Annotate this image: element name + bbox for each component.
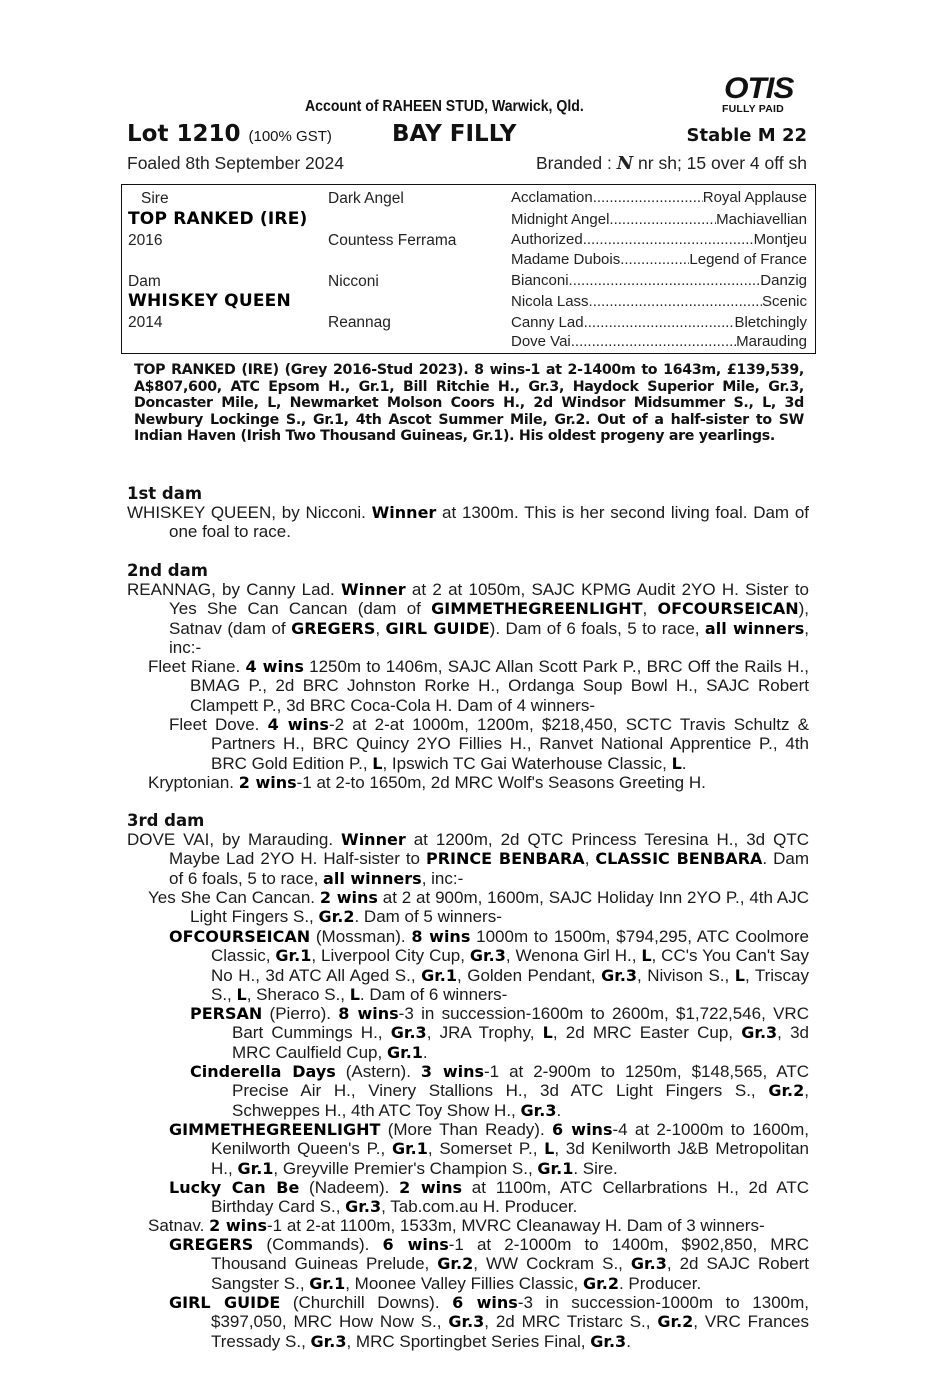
emphasis-text: Winner bbox=[341, 580, 406, 599]
record-text: 1000m to 1500m, $794,295, ATC Coolmore Classic, bbox=[211, 927, 809, 966]
progeny-record bbox=[190, 1004, 809, 1062]
record-text: (Churchill Downs). bbox=[280, 1293, 453, 1312]
dam-record bbox=[127, 580, 809, 658]
record-text: . Dam of 6 winners- bbox=[359, 985, 508, 1005]
dam-record bbox=[127, 830, 810, 888]
emphasis-text: Winner bbox=[371, 503, 437, 522]
record-text: -1 at 2-at 1100m, 1533m, MVRC Cleanaway H. Dam of 3 winners- bbox=[267, 1216, 765, 1235]
emphasis-text: GIMMETHEGREENLIGHT bbox=[169, 1120, 381, 1139]
emphasis-text: L bbox=[542, 1023, 553, 1043]
record-text: -4 at 2-1000m to 1600m, Kenilworth Queen's P., bbox=[211, 1120, 809, 1159]
record-text: (Commands). bbox=[253, 1235, 383, 1254]
emphasis-text: L bbox=[641, 946, 652, 966]
emphasis-text: Gr.3 bbox=[469, 946, 506, 966]
progeny-record bbox=[169, 715, 809, 773]
record-text: , 3d MRC Caulfield Cup, bbox=[232, 1023, 809, 1062]
progeny-record bbox=[169, 1120, 809, 1178]
emphasis-text: 8 wins bbox=[411, 927, 471, 946]
record-text: -1 at 2-900m to 1250m, $148,565, ATC Precise Air H., Vinery Stallions H., 3d ATC Light Fingers S., bbox=[232, 1062, 809, 1101]
record-text: DOVE VAI, by Marauding. bbox=[127, 830, 342, 849]
leader-dots bbox=[571, 332, 736, 352]
dam-record bbox=[127, 503, 809, 542]
record-text: , Greyville Premier's Champion S., bbox=[273, 1158, 538, 1178]
record-text: (More Than Ready). bbox=[380, 1120, 552, 1139]
record-text: , bbox=[642, 599, 658, 619]
emphasis-text: Winner bbox=[341, 830, 406, 849]
emphasis-text: GIRL GUIDE bbox=[385, 618, 490, 638]
progeny-record bbox=[148, 888, 809, 927]
emphasis-text: all winners bbox=[704, 618, 805, 638]
dam-label: Dam bbox=[128, 273, 161, 290]
vendor-account: Account of RAHEEN STUD, Warwick, Qld. bbox=[305, 98, 584, 115]
dam-year: 2014 bbox=[128, 314, 163, 331]
sire-summary: TOP RANKED (IRE) (Grey 2016-Stud 2023). 8 wins-1 at 2-1400m to 1643m, £139,539, A$807,600, ATC Epsom H., Gr.1, Bill Ritchie H., Gr.3, Haydock Superior Mile, Gr.3, Doncaster Mile, L, Newmarket Molson Coors H., 2d Windsor Midsummer S., L, 3d Newbury Lockinge S., Gr.1, 4th Ascot Summer Mile, Gr.2. Out of a half-sister to SW Indian Haven (Irish Two Thousand Guineas, Gr.1). His oldest progeny are yearlings. bbox=[134, 362, 804, 445]
record-text: 1250m to 1406m, SAJC Allan Scott Park P., BRC Off the Rails H., BMAG P., 2d BRC Johnston Rorke H., Ordanga Soup Bowl H., SAJC Robert Clampett P., 3d BRC Coca-Cola H. Dam of 4 winners- bbox=[190, 657, 809, 715]
grandparent-sire: Royal Applause bbox=[702, 189, 807, 206]
record-text: Fleet Riane. bbox=[148, 657, 246, 676]
record-text: at 2 at 900m, 1600m, SAJC Holiday Inn 2YO P., 4th AJC Light Fingers S., bbox=[190, 888, 809, 927]
record-text: Fleet Dove. bbox=[169, 715, 268, 734]
otis-logo bbox=[720, 74, 806, 118]
emphasis-text: 2 wins bbox=[209, 1216, 268, 1235]
sire-name: TOP RANKED (IRE) bbox=[128, 209, 308, 229]
record-text: , VRC Frances Tressady S., bbox=[211, 1312, 809, 1351]
grandparent-row bbox=[511, 271, 807, 291]
emphasis-text: Gr.3 bbox=[448, 1312, 485, 1332]
emphasis-text: Gr.3 bbox=[630, 1254, 667, 1274]
record-text: WHISKEY QUEEN, by Nicconi. bbox=[127, 503, 372, 522]
emphasis-text: 3 wins bbox=[420, 1062, 484, 1081]
record-text: -3 in succession-1600m to 2600m, $1,722,546, VRC Bart Cummings H., bbox=[232, 1004, 809, 1043]
record-text: Kryptonian. bbox=[148, 773, 239, 792]
sire-year: 2016 bbox=[128, 232, 163, 249]
grandparent-row bbox=[511, 313, 807, 333]
grandparent-name: Bianconi bbox=[511, 272, 569, 289]
grandparent-sire: Montjeu bbox=[753, 231, 807, 248]
progeny-record bbox=[169, 1293, 810, 1351]
emphasis-text: Cinderella Days bbox=[190, 1062, 336, 1081]
record-text: , Golden Pendant, bbox=[457, 965, 602, 985]
emphasis-text: Gr.3 bbox=[520, 1100, 557, 1120]
lot-label: Lot 1210 bbox=[127, 121, 241, 147]
dam-name: WHISKEY QUEEN bbox=[128, 291, 291, 311]
emphasis-text: OFCOURSEICAN bbox=[169, 927, 311, 946]
record-text: , WW Cockram S., bbox=[473, 1254, 631, 1274]
emphasis-text: Gr.1 bbox=[537, 1158, 574, 1178]
record-text: ). Dam of 6 foals, 5 to race, bbox=[489, 618, 705, 638]
emphasis-text: Gr.3 bbox=[741, 1023, 778, 1043]
record-text: REANNAG, by Canny Lad. bbox=[127, 580, 342, 599]
record-text: (Nadeem). bbox=[299, 1178, 400, 1197]
record-text: (Pierro). bbox=[262, 1004, 339, 1023]
emphasis-text: GREGERS bbox=[169, 1235, 254, 1254]
emphasis-text: 6 wins bbox=[452, 1293, 518, 1312]
record-text: . bbox=[556, 1100, 562, 1120]
record-text: , Somerset P., bbox=[427, 1139, 545, 1159]
leader-dots bbox=[583, 230, 754, 250]
record-text: -1 at 2-1000m to 1400m, $902,850, MRC Thousand Guineas Prelude, bbox=[211, 1235, 809, 1274]
record-text: , Wenona Girl H., bbox=[505, 946, 642, 966]
record-text: . bbox=[626, 1331, 631, 1351]
record-text: , Tab.com.au H. Producer. bbox=[381, 1197, 578, 1217]
record-text: , Ipswich TC Gai Waterhouse Classic, bbox=[382, 753, 672, 773]
emphasis-text: L bbox=[671, 753, 682, 773]
horse-description: BAY FILLY bbox=[392, 121, 517, 147]
record-text: , MRC Sportingbet Series Final, bbox=[346, 1331, 591, 1351]
record-text: . Producer. bbox=[618, 1273, 702, 1293]
record-text: , JRA Trophy, bbox=[426, 1023, 543, 1043]
emphasis-text: Gr.2 bbox=[657, 1312, 694, 1332]
emphasis-text: Gr.3 bbox=[390, 1023, 427, 1043]
emphasis-text: Gr.2 bbox=[768, 1081, 805, 1101]
emphasis-text: CLASSIC BENBARA bbox=[595, 849, 763, 869]
emphasis-text: 4 wins bbox=[245, 657, 304, 676]
record-text: , 3d Kenilworth J&B Metropolitan H., bbox=[211, 1139, 809, 1178]
record-text: at 1100m, ATC Cellarbrations H., 2d ATC Birthday Card S., bbox=[211, 1178, 810, 1217]
emphasis-text: Gr.2 bbox=[318, 907, 355, 927]
emphasis-text: Gr.2 bbox=[437, 1254, 474, 1274]
leader-dots bbox=[609, 210, 716, 230]
foaled-date: Foaled 8th September 2024 bbox=[127, 153, 344, 173]
record-text: (Astern). bbox=[335, 1062, 421, 1081]
record-text: , Liverpool City Cup, bbox=[311, 946, 470, 966]
emphasis-text: Gr.3 bbox=[345, 1197, 382, 1217]
grandparent-sire: Marauding bbox=[736, 333, 807, 350]
record-text: , CC's You Can't Say No H., 3d ATC All Aged S., bbox=[211, 946, 810, 985]
progeny-record bbox=[169, 1178, 810, 1217]
branded-prefix: Branded : bbox=[535, 153, 617, 173]
record-text: , Sheraco S., bbox=[246, 985, 350, 1005]
emphasis-text: 4 wins bbox=[267, 715, 329, 734]
record-text: (Mossman). bbox=[310, 927, 412, 946]
emphasis-text: 2 wins bbox=[238, 773, 297, 792]
grandparent-name: Madame Dubois bbox=[511, 251, 621, 268]
grandparent-name: Dove Vai bbox=[511, 333, 571, 350]
sire-label: Sire bbox=[141, 190, 169, 207]
progeny-record bbox=[169, 1235, 810, 1293]
emphasis-text: L bbox=[236, 985, 247, 1005]
dam-sire: Nicconi bbox=[328, 273, 379, 290]
branded-suffix: nr sh; 15 over 4 off sh bbox=[633, 153, 807, 173]
leader-dots bbox=[620, 250, 689, 270]
brand-mark-icon: N bbox=[616, 153, 634, 174]
section-title: 3rd dam bbox=[127, 811, 205, 830]
record-text: , Schweppes H., 4th ATC Toy Show H., bbox=[232, 1081, 809, 1120]
emphasis-text: Gr.3 bbox=[601, 965, 638, 985]
emphasis-text: 2 wins bbox=[399, 1178, 463, 1197]
emphasis-text: OFCOURSEICAN bbox=[657, 599, 799, 619]
emphasis-text: 2 wins bbox=[319, 888, 378, 907]
record-text: , bbox=[584, 849, 596, 869]
record-text: , 2d MRC Easter Cup, bbox=[552, 1023, 742, 1043]
record-text: , inc:- bbox=[169, 618, 809, 658]
emphasis-text: Gr.1 bbox=[386, 1042, 423, 1062]
record-text: -2 at 2-at 1000m, 1200m, $218,450, SCTC Travis Schultz & Partners H., BRC Quincy 2YO Fillies H., Ranvet National Apprentice P., 4th BRC Gold Edition P., bbox=[211, 715, 809, 773]
brand-description bbox=[536, 152, 807, 175]
emphasis-text: Gr.1 bbox=[421, 965, 458, 985]
record-text: . bbox=[681, 753, 687, 773]
record-text: . bbox=[422, 1042, 428, 1062]
grandparent-row bbox=[511, 230, 807, 250]
leader-dots bbox=[589, 292, 762, 312]
emphasis-text: L bbox=[349, 985, 360, 1005]
record-text: , Triscay S., bbox=[211, 965, 809, 1005]
emphasis-text: Gr.1 bbox=[237, 1158, 274, 1178]
grandparent-row bbox=[511, 332, 807, 352]
grandparent-name: Midnight Angel bbox=[511, 211, 610, 228]
sire-dam: Countess Ferrama bbox=[328, 232, 457, 249]
record-text: -1 at 2-to 1650m, 2d MRC Wolf's Seasons Greeting H. bbox=[296, 773, 706, 792]
sire-sire: Dark Angel bbox=[328, 190, 404, 207]
emphasis-text: PERSAN bbox=[190, 1004, 263, 1023]
emphasis-text: Lucky Can Be bbox=[169, 1178, 300, 1197]
record-text: , Moonee Valley Fillies Classic, bbox=[345, 1273, 584, 1293]
grandparent-row bbox=[511, 210, 807, 230]
grandparent-row bbox=[511, 250, 807, 270]
grandparent-sire: Machiavellian bbox=[716, 211, 807, 228]
grandparent-row bbox=[511, 188, 807, 208]
grandparent-name: Acclamation bbox=[511, 189, 593, 206]
grandparent-sire: Legend of France bbox=[689, 251, 807, 268]
grandparent-sire: Scenic bbox=[761, 293, 807, 310]
lot-number bbox=[127, 120, 332, 151]
emphasis-text: Gr.1 bbox=[391, 1139, 428, 1159]
record-text: -3 in succession-1000m to 1300m, $397,050, MRC How Now S., bbox=[211, 1293, 810, 1332]
section-title: 2nd dam bbox=[127, 561, 208, 580]
otis-status: FULLY PAID bbox=[722, 103, 784, 115]
gst-note: (100% GST) bbox=[248, 128, 332, 145]
record-text: . Sire. bbox=[573, 1158, 618, 1178]
progeny-record bbox=[169, 927, 810, 1005]
emphasis-text: GIMMETHEGREENLIGHT bbox=[431, 599, 643, 619]
record-text: at 1200m, 2d QTC Princess Teresina H., 3d QTC Maybe Lad 2YO H. Half-sister to bbox=[169, 830, 810, 869]
pedigree-table bbox=[121, 184, 816, 354]
emphasis-text: GREGERS bbox=[291, 618, 376, 638]
record-text: , Nivison S., bbox=[637, 965, 735, 985]
grandparent-sire: Danzig bbox=[760, 272, 807, 289]
emphasis-text: Gr.3 bbox=[590, 1331, 627, 1351]
progeny-record bbox=[148, 1216, 809, 1235]
record-text: , inc:- bbox=[421, 868, 464, 888]
record-text: at 1300m. This is her second living foal. Dam of one foal to race. bbox=[169, 503, 809, 542]
grandparent-row bbox=[511, 292, 807, 312]
record-text: , bbox=[375, 618, 386, 638]
otis-wordmark: OTIS bbox=[724, 72, 794, 105]
section-title: 1st dam bbox=[127, 484, 203, 503]
stable-location: Stable M 22 bbox=[686, 125, 807, 146]
record-text: . Dam of 6 foals, 5 to race, bbox=[169, 849, 810, 888]
record-text: Satnav. bbox=[148, 1216, 210, 1235]
progeny-record bbox=[148, 773, 809, 792]
emphasis-text: 6 wins bbox=[552, 1120, 613, 1139]
emphasis-text: L bbox=[544, 1139, 555, 1159]
emphasis-text: Gr.1 bbox=[309, 1273, 346, 1293]
record-text: , 2d MRC Tristarc S., bbox=[484, 1312, 658, 1332]
dam-dam: Reannag bbox=[328, 314, 391, 331]
emphasis-text: 8 wins bbox=[338, 1004, 399, 1023]
progeny-record bbox=[148, 657, 809, 715]
grandparent-sire: Bletchingly bbox=[734, 314, 807, 331]
emphasis-text: L bbox=[372, 753, 383, 773]
emphasis-text: GIRL GUIDE bbox=[169, 1293, 281, 1312]
record-text: , 2d SAJC Robert Sangster S., bbox=[211, 1254, 810, 1293]
emphasis-text: Gr.1 bbox=[275, 946, 312, 966]
emphasis-text: all winners bbox=[323, 868, 422, 888]
record-text: . Dam of 5 winners- bbox=[354, 907, 502, 927]
emphasis-text: 6 wins bbox=[382, 1235, 449, 1254]
leader-dots bbox=[569, 271, 761, 291]
progeny-record bbox=[190, 1062, 809, 1120]
grandparent-name: Nicola Lass bbox=[511, 293, 589, 310]
emphasis-text: PRINCE BENBARA bbox=[426, 849, 585, 869]
record-text: at 2 at 1050m, SAJC KPMG Audit 2YO H. Sister to Yes She Can Cancan (dam of bbox=[169, 580, 809, 619]
grandparent-name: Canny Lad bbox=[511, 314, 584, 331]
emphasis-text: L bbox=[734, 965, 745, 985]
record-text: Yes She Can Cancan. bbox=[148, 888, 320, 907]
emphasis-text: Gr.3 bbox=[310, 1331, 347, 1351]
grandparent-name: Authorized bbox=[511, 231, 583, 248]
record-text: ), Satnav (dam of bbox=[169, 599, 809, 638]
leader-dots bbox=[593, 188, 703, 208]
leader-dots bbox=[584, 313, 735, 333]
emphasis-text: Gr.2 bbox=[583, 1273, 619, 1293]
